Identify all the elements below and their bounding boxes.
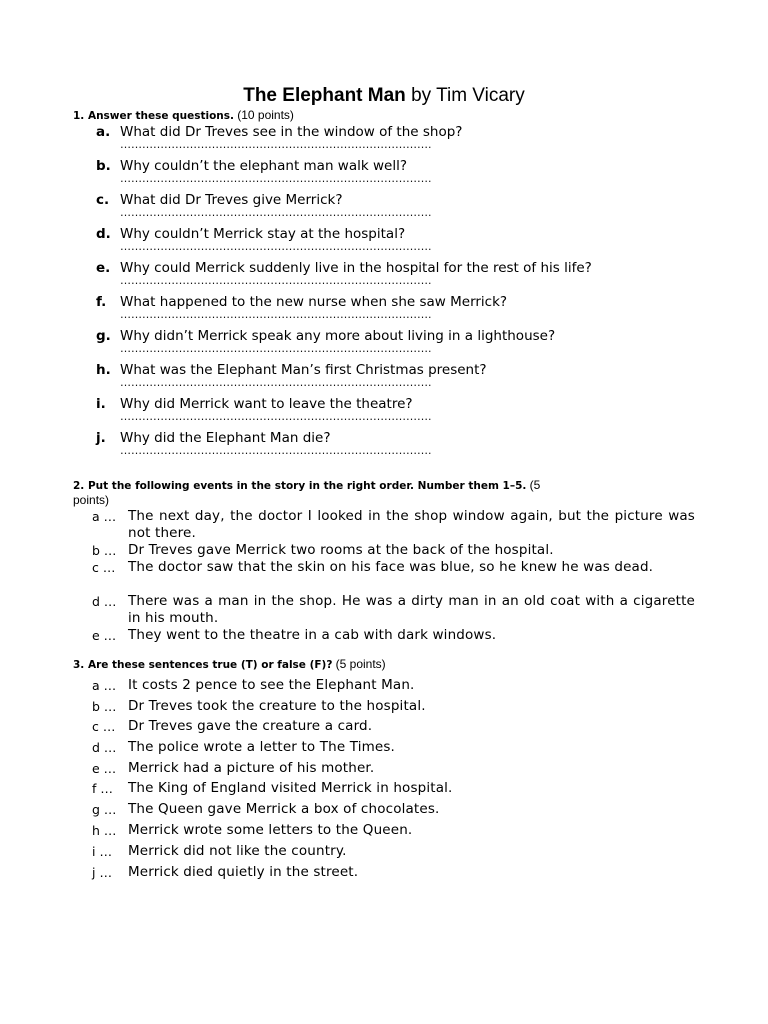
event-number-blank[interactable]: a … [92, 509, 117, 524]
question-text: Why did Merrick want to leave the theatre? [120, 396, 413, 412]
statement-text: It costs 2 pence to see the Elephant Man. [128, 677, 415, 693]
statement-text: Dr Treves took the creature to the hospital. [128, 698, 426, 714]
event-text: The doctor saw that the skin on his face was blue, so he knew he was dead. [128, 559, 654, 575]
question-text: What did Dr Treves give Merrick? [120, 192, 343, 208]
event-number-blank[interactable]: b … [92, 543, 117, 558]
answer-line[interactable]: …………………………………………………………………………. [120, 138, 432, 151]
answer-line[interactable]: …………………………………………………………………………. [120, 240, 432, 253]
question-letter: j. [96, 430, 106, 446]
section3-heading [73, 657, 386, 672]
statement-text: The police wrote a letter to The Times. [128, 739, 396, 755]
question-letter: a. [96, 124, 111, 140]
statement-text: Dr Treves gave the creature a card. [128, 718, 373, 734]
section3-heading-text: 3. Are these sentences true (T) or false (F)? [73, 659, 333, 671]
question-text: Why could Merrick suddenly live in the hospital for the rest of his life? [120, 260, 592, 276]
question-text: Why couldn’t the elephant man walk well? [120, 158, 407, 174]
statement-text: The Queen gave Merrick a box of chocolates. [128, 801, 440, 817]
question-text: Why did the Elephant Man die? [120, 430, 331, 446]
true-false-blank[interactable]: j … [92, 865, 112, 880]
answer-line[interactable]: …………………………………………………………………………. [120, 376, 432, 389]
answer-line[interactable]: …………………………………………………………………………. [120, 410, 432, 423]
question-letter: i. [96, 396, 106, 412]
section3-points: (5 points) [335, 657, 386, 671]
true-false-blank[interactable]: i … [92, 844, 112, 859]
section2-heading-text: 2. Put the following events in the story in the right order. Number them 1–5. [73, 480, 527, 492]
title-book: The Elephant Man [243, 85, 406, 106]
section2-points-line [73, 493, 109, 508]
answer-line[interactable]: …………………………………………………………………………. [120, 274, 432, 287]
statement-text: Merrick did not like the country. [128, 843, 347, 859]
event-text: Dr Treves gave Merrick two rooms at the back of the hospital. [128, 542, 554, 558]
answer-line[interactable]: …………………………………………………………………………. [120, 342, 432, 355]
answer-line[interactable]: …………………………………………………………………………. [120, 172, 432, 185]
question-letter: g. [96, 328, 111, 344]
true-false-blank[interactable]: d … [92, 740, 117, 755]
event-text: The next day, the doctor I looked in the shop window again, but the picture was not there. [128, 508, 695, 541]
true-false-blank[interactable]: h … [92, 823, 117, 838]
true-false-blank[interactable]: b … [92, 699, 117, 714]
section2-points-b: points) [73, 493, 110, 507]
true-false-blank[interactable]: f … [92, 781, 113, 796]
answer-line[interactable]: …………………………………………………………………………. [120, 444, 432, 457]
event-number-blank[interactable]: e … [92, 628, 117, 643]
true-false-blank[interactable]: e … [92, 761, 117, 776]
question-letter: f. [96, 294, 107, 310]
true-false-blank[interactable]: c … [92, 719, 116, 734]
question-text: What was the Elephant Man’s first Christmas present? [120, 362, 487, 378]
question-letter: d. [96, 226, 111, 242]
event-number-blank[interactable]: d … [92, 594, 117, 609]
answer-line[interactable]: …………………………………………………………………………. [120, 206, 432, 219]
question-text: Why didn’t Merrick speak any more about living in a lighthouse? [120, 328, 556, 344]
question-text: What did Dr Treves see in the window of the shop? [120, 124, 463, 140]
event-number-blank[interactable]: c … [92, 560, 116, 575]
question-letter: h. [96, 362, 111, 378]
statement-text: Merrick died quietly in the street. [128, 864, 359, 880]
statement-text: The King of England visited Merrick in hospital. [128, 780, 453, 796]
statement-text: Merrick wrote some letters to the Queen. [128, 822, 413, 838]
question-text: Why couldn’t Merrick stay at the hospital? [120, 226, 406, 242]
question-letter: c. [96, 192, 110, 208]
event-text: They went to the theatre in a cab with dark windows. [128, 627, 497, 643]
question-letter: e. [96, 260, 111, 276]
event-text: There was a man in the shop. He was a dirty man in an old coat with a cigarette in his mouth. [128, 593, 695, 626]
section1-points: (10 points) [237, 108, 294, 122]
section1-heading [73, 108, 294, 123]
section1-heading-text: 1. Answer these questions. [73, 110, 235, 122]
true-false-blank[interactable]: a … [92, 678, 117, 693]
answer-line[interactable]: …………………………………………………………………………. [120, 308, 432, 321]
question-letter: b. [96, 158, 111, 174]
title-author: by Tim Vicary [405, 85, 525, 106]
page-title [0, 84, 768, 108]
section2-points-a: (5 [529, 478, 541, 492]
true-false-blank[interactable]: g … [92, 802, 117, 817]
statement-text: Merrick had a picture of his mother. [128, 760, 375, 776]
section2-heading [73, 478, 540, 493]
question-text: What happened to the new nurse when she saw Merrick? [120, 294, 508, 310]
